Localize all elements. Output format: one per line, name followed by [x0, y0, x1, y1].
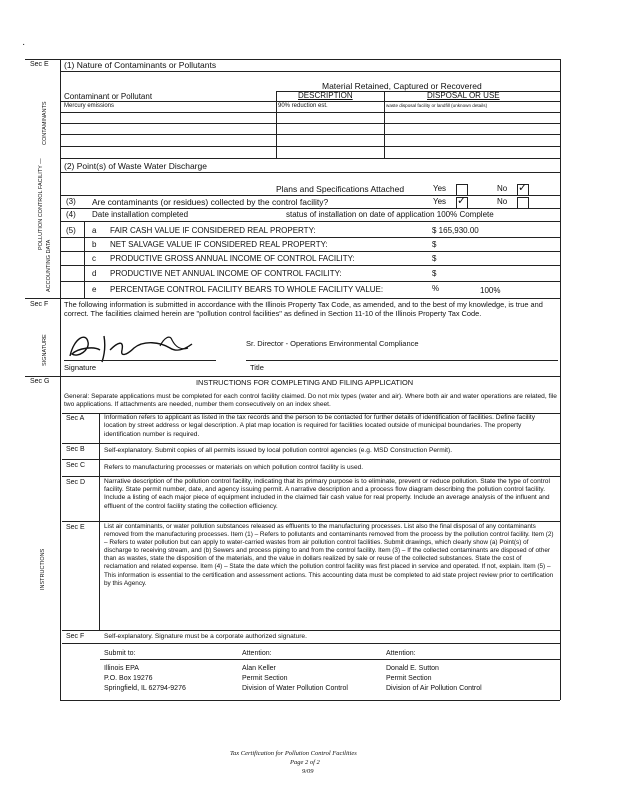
item-1-rule: [60, 71, 560, 72]
instr-f-label: Sec F: [66, 633, 85, 640]
item-2-rule: [60, 172, 560, 173]
sec-g-general: General: Separate applications must be completed for each control facility claimed. Do not mix types (water and air). Where both air and water operations are related, file two applications. If attachments are needed, number them consecutively on an index sheet.: [64, 393, 557, 409]
item-5-letter-col: [84, 221, 85, 298]
line-a-rule: [60, 237, 560, 238]
contact-1-unit: Permit Section: [242, 675, 288, 682]
instr-e-text: List air contaminants, or water pollution substances released as effluents to the manufacturing processes. List also the final disposal of any contaminants removed from the manufacturing processes. Item (1) – Refers to pollutants and contaminants removed from the process by the pollution control facility. Item (2) – Refers to water pollution but can apply to water-carried wastes from air pollution control facilities. Submit drawings, which clearly show (a) Point(s) of discharge to receiving stream, and (b) Sewers and process piping to and from the control facility. Item (3) – If the collected contaminants are disposed of other than as wastes, state the disposition of the materials, and the value in dollars realized by sale or reuse of the collected substances. State the cost of reclamation and related expense. Item (4) – State the date which the pollution control facility was first placed in service and operated. If not, explain. Item (5) – This information is essential to the certification and assessment actions. This accounting data must be completed to aid state project review prior to certification by this Agency.: [104, 523, 554, 587]
line-b-letter: b: [92, 240, 97, 249]
line-a-letter: a: [92, 226, 97, 235]
item-1-heading: (1) Nature of Contaminants or Pollutants: [64, 60, 217, 70]
sec-f-label: Sec F: [30, 301, 49, 308]
table-row-rule-2: [60, 123, 560, 124]
sec-e-bottom-rule: [25, 298, 560, 299]
line-b-rule: [60, 251, 560, 252]
title-caption: Title: [250, 363, 264, 372]
instr-d-text: Narrative description of the pollution control facility, indicating that its primary purpose is to eliminate, prevent or reduce pollution. State the type of control facility. State permit number, date, and agency issuing permit. A narrative description and a process flow diagram describing the pollution control facility. Include a listing of each major piece of equipment included in the claimed fair cash value for real property. Include an average analysis of the influent and effluent of the control facility stating the collection efficiency.: [104, 478, 550, 510]
form-left-rule: [60, 59, 61, 377]
line-e-value: 100%: [480, 286, 501, 295]
line-c-rule: [60, 265, 560, 266]
line-a-value: $ 165,930.00: [432, 226, 479, 235]
sec-g-label: Sec G: [30, 378, 50, 385]
table-row-rule-3: [60, 134, 560, 135]
agency-city: Springfield, IL 62794-9276: [104, 685, 186, 692]
signature-caption: Signature: [64, 363, 97, 372]
item-3-text: Are contaminants (or residues) collected by the control facility?: [92, 197, 329, 207]
table-row-rule-5: [60, 158, 560, 159]
item-3-rule: [60, 208, 560, 209]
footer-line-2: Page 2 of 2: [290, 759, 320, 766]
submit-to-label: Submit to:: [104, 650, 136, 657]
row1-description: 90% reduction est.: [278, 103, 328, 109]
submit-header-rule: [100, 659, 560, 660]
contact-2-division: Division of Air Pollution Control: [386, 685, 482, 692]
item-5-num: (5): [66, 226, 76, 235]
item-2-heading: (2) Point(s) of Waste Water Discharge: [64, 161, 207, 171]
sec-g-bottom-rule: [60, 700, 560, 701]
agency-po-box: P.O. Box 19276: [104, 675, 153, 682]
instr-rule-submit-top: [62, 643, 560, 644]
item-4-status: status of installation on date of application 100% Complete: [286, 210, 494, 219]
attention-label-1: Attention:: [242, 650, 272, 657]
line-a-text: FAIR CASH VALUE IF CONSIDERED REAL PROPERTY:: [110, 226, 316, 235]
sec-g-left-rule: [60, 376, 61, 700]
instr-a-text: Information refers to applicant as listed in the tax records and the person to be contacted for further details of identification of facilities. Define facility location by street address or legal description. A plat map location is required for facilities located outside of municipal boundaries. The property identification number is required.: [104, 414, 536, 438]
contact-2-name: Donald E. Sutton: [386, 665, 439, 672]
corner-mark: ·: [22, 39, 26, 50]
table-row-rule-4: [60, 146, 560, 147]
form-page-left-top: [25, 59, 60, 60]
side-label-pollution-control: POLLUTION CONTROL FACILITY —: [38, 158, 44, 250]
line-b-value: $: [432, 240, 437, 249]
footer-line-1: Tax Certification for Pollution Control Facilities: [230, 750, 357, 757]
col-contaminant: Contaminant or Pollutant: [64, 92, 153, 101]
col-disposal: DISPOSAL OR USE: [427, 91, 500, 100]
agency-name: Illinois EPA: [104, 665, 139, 672]
instr-b-text: Self-explanatory. Submit copies of all permits issued by local pollution control agencies (e.g. MSD Construction Permit).: [104, 447, 453, 454]
instr-e-label: Sec E: [66, 524, 85, 531]
instr-d-label: Sec D: [66, 479, 86, 486]
col-header-rule: [60, 101, 560, 102]
table-col-rule-1: [276, 91, 277, 158]
footer-line-3: 9/09: [302, 768, 314, 775]
contact-1-name: Alan Keller: [242, 665, 276, 672]
plans-no: No: [497, 184, 508, 193]
contact-1-division: Division of Water Pollution Control: [242, 685, 348, 692]
sec-e-label: Sec E: [30, 61, 49, 68]
signer-title: Sr. Director - Operations Environmental Compliance: [246, 339, 419, 348]
line-e-percent-sign: %: [432, 284, 440, 293]
form-right-rule: [560, 59, 561, 377]
col-description: DESCRIPTION: [298, 91, 353, 100]
line-d-text: PRODUCTIVE NET ANNUAL INCOME OF CONTROL FACILITY:: [110, 269, 342, 278]
line-e-text: PERCENTAGE CONTROL FACILITY BEARS TO WHOLE FACILITY VALUE:: [110, 285, 384, 294]
side-label-accounting: ACCOUNTING DATA: [46, 239, 52, 292]
item-4-text: Date installation completed: [92, 210, 189, 219]
instr-b-label: Sec B: [66, 446, 85, 453]
line-c-value: $: [432, 254, 437, 263]
signature-image: [64, 328, 224, 368]
instr-rule-b-top: [62, 443, 560, 444]
table-row-rule-1: [60, 112, 560, 113]
instr-a-label: Sec A: [66, 415, 85, 422]
side-label-instructions: INSTRUCTIONS: [40, 548, 46, 590]
plans-yes: Yes: [433, 184, 447, 193]
line-e-letter: e: [92, 285, 97, 294]
plans-label: Plans and Specifications Attached: [276, 184, 405, 194]
row1-contaminant: Mercury emissions: [64, 103, 115, 109]
sec-f-text: The following information is submitted in accordance with the Illinois Property Tax Code, as amended, and to the best of my knowledge, is true and correct. The facilities claimed herein are "pollution control facilities" as defined in Section 11-10 of the Illinois Property Tax Code.: [64, 300, 543, 318]
side-label-signature: SIGNATURE: [42, 334, 48, 366]
title-line: [246, 360, 558, 361]
item-3-num: (3): [66, 197, 76, 206]
sec-f-bottom-rule: [25, 376, 560, 377]
row1-disposal: waste disposal facility or landfill (unknown details): [386, 103, 488, 108]
signature-line: [64, 360, 216, 361]
material-header: Material Retained, Captured or Recovered: [322, 81, 482, 91]
attention-label-2: Attention:: [386, 650, 416, 657]
line-c-letter: c: [92, 254, 96, 263]
sec-g-heading: INSTRUCTIONS FOR COMPLETING AND FILING APPLICATION: [196, 378, 414, 387]
line-d-value: $: [432, 269, 437, 278]
plans-rule: [60, 195, 560, 196]
instr-c-text: Refers to manufacturing processes or materials on which pollution control facility is used.: [104, 464, 364, 471]
item-3-yes-check: ✓: [457, 195, 467, 207]
item-4-num: (4): [66, 210, 76, 219]
line-c-text: PRODUCTIVE GROSS ANNUAL INCOME OF CONTROL FACILITY:: [110, 254, 355, 263]
line-b-text: NET SALVAGE VALUE IF CONSIDERED REAL PROPERTY:: [110, 240, 328, 249]
item-4-rule: [60, 221, 560, 222]
instr-f-text: Self-explanatory. Signature must be a corporate authorized signature.: [104, 633, 307, 640]
instr-c-label: Sec C: [66, 462, 86, 469]
instr-rule-c-top: [62, 459, 560, 460]
item-3-yes: Yes: [433, 197, 447, 206]
instr-rule-f-top: [62, 630, 560, 631]
side-label-contaminants: CONTAMINANTS: [42, 101, 48, 145]
sec-g-right-rule: [560, 376, 561, 700]
contact-2-unit: Permit Section: [386, 675, 432, 682]
instr-rule-d-top: [62, 476, 560, 477]
item-3-no: No: [497, 197, 508, 206]
table-col-rule-2: [384, 91, 385, 158]
line-d-letter: d: [92, 269, 97, 278]
line-d-rule: [60, 281, 560, 282]
instr-rule-e-top: [62, 521, 560, 522]
plans-no-check: ✓: [518, 182, 528, 194]
